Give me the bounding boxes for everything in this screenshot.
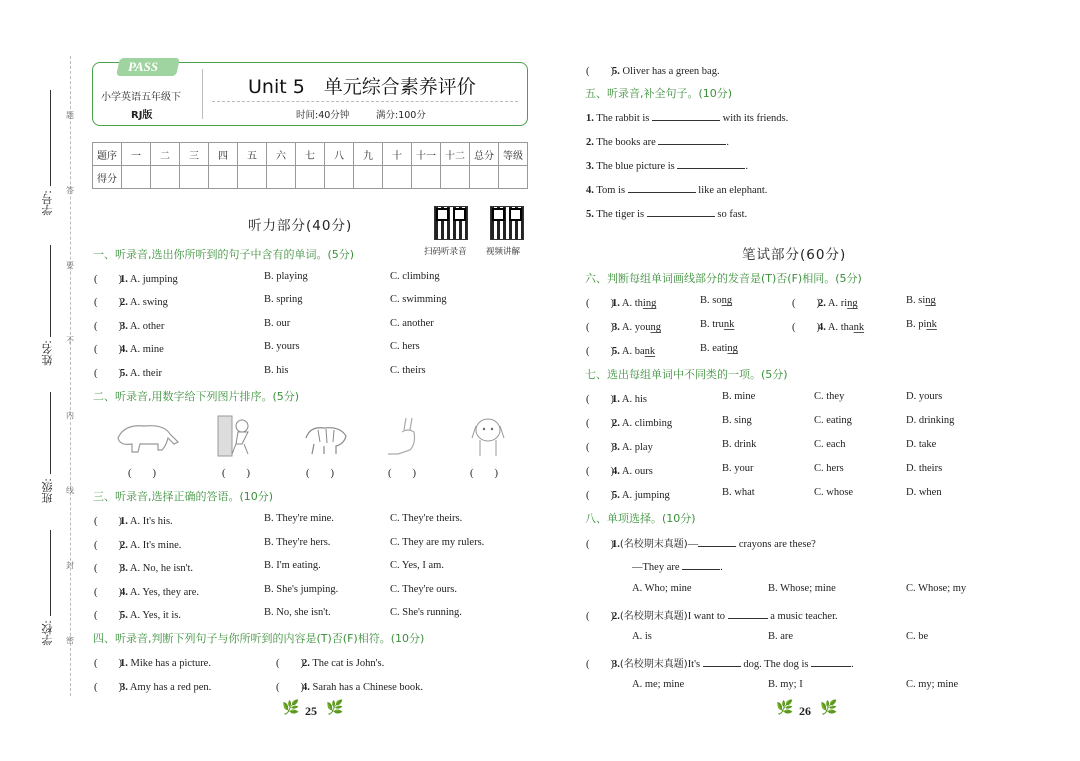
margin-char: 密 (66, 636, 74, 645)
name-line (50, 245, 51, 337)
option-c[interactable]: C. be (906, 631, 929, 642)
answer-blank[interactable] (658, 134, 726, 145)
plant-decoration-icon: 🌿 (326, 700, 344, 716)
word-a-underlined: nk (644, 346, 656, 357)
option-b[interactable]: B. yours (264, 341, 300, 352)
q-num: 2. (612, 418, 620, 429)
word-a-underlined: ng (847, 298, 858, 309)
sentence-start: The tiger is (596, 209, 645, 220)
word-b-underlined: nk (723, 319, 735, 330)
order-blank[interactable]: ( ) (128, 468, 156, 479)
score-table (92, 142, 528, 189)
margin-char: 封 (66, 561, 74, 570)
tiger-picture (300, 418, 352, 458)
score-header: 三 (180, 143, 209, 166)
margin-char: 答 (66, 186, 74, 195)
option-a[interactable]: A. swing (129, 297, 168, 308)
score-row-label: 得分 (93, 166, 122, 189)
title-divider (212, 101, 518, 102)
answer-blank[interactable] (811, 656, 851, 667)
option-b[interactable]: B. sing (722, 415, 752, 426)
score-cell[interactable] (296, 166, 325, 189)
option-b[interactable]: B. spring (264, 294, 303, 305)
section-4-title: 四、听录音,判断下列句子与你所听到的内容是(T)否(F)相符。(10分) (93, 632, 425, 645)
option-b[interactable]: B. my; I (768, 679, 803, 690)
option-c[interactable]: C. They are my rulers. (390, 537, 485, 548)
qr-audio-label: 扫码听录音 (424, 247, 467, 257)
option-a[interactable]: A. other (129, 321, 165, 332)
question-text: dog. The dog is (743, 659, 809, 670)
answer-blank[interactable] (682, 559, 720, 570)
score-header: 题序 (93, 143, 122, 166)
q-num: 1. (120, 516, 128, 527)
q-num: 2. (612, 611, 620, 622)
q-num: 1. (612, 394, 620, 405)
score-cell[interactable] (441, 166, 470, 189)
question-text: a music teacher. (770, 611, 838, 622)
plant-decoration-icon: 🌿 (282, 700, 300, 716)
score-header: 八 (325, 143, 354, 166)
option-a[interactable]: A. Yes, it is. (129, 610, 181, 621)
qr-video-label: 视频讲解 (486, 247, 521, 257)
option-b[interactable]: B. what (722, 487, 755, 498)
word-b-underlined: ng (721, 295, 733, 306)
answer-blank[interactable] (728, 608, 768, 619)
word-a-underlined: ing (642, 298, 657, 309)
margin-char: 要 (66, 261, 74, 270)
option-d[interactable]: D. when (906, 487, 942, 498)
score-header: 一 (122, 143, 151, 166)
sentence-start: The rabbit is (596, 113, 650, 124)
word-b-stem: B. si (906, 295, 926, 306)
sentence-end: . (745, 161, 748, 172)
option-b[interactable]: B. They're mine. (264, 513, 334, 524)
answer-blank[interactable] (703, 656, 741, 667)
option-b[interactable]: B. playing (264, 271, 308, 282)
score-cell[interactable] (325, 166, 354, 189)
option-c[interactable]: C. They're ours. (390, 584, 458, 595)
qr-code-audio[interactable] (434, 206, 468, 240)
section-7-title: 七、选出每组单词中不同类的一项。(5分) (585, 368, 788, 381)
statement: Amy has a red pen. (129, 682, 212, 693)
option-c[interactable]: C. whose (814, 487, 854, 498)
listening-title: 听力部分(40分) (248, 218, 353, 234)
word-b-stem: B. tru (700, 319, 724, 330)
score-header: 二 (151, 143, 180, 166)
option-a[interactable]: A. It's his. (129, 516, 173, 527)
q-num: 1. (120, 274, 128, 285)
rabbit-picture (382, 414, 428, 460)
section-6-title: 六、判断每组单词画线部分的发音是(T)否(F)相同。(5分) (585, 272, 862, 285)
q-num: 4. (818, 322, 826, 333)
answer-blank[interactable] (677, 158, 745, 169)
school-label: 学校: (41, 620, 54, 646)
qr-code-video[interactable] (490, 206, 524, 240)
page-number: 25 (305, 704, 317, 718)
option-d[interactable]: D. theirs (906, 463, 943, 474)
q-num: 3. (612, 322, 620, 333)
margin-char: 题 (66, 111, 74, 120)
option-a[interactable]: A. is (632, 631, 652, 642)
option-c[interactable]: C. another (390, 318, 434, 329)
word-b-stem: B. eati (700, 343, 728, 354)
answer-blank[interactable] (628, 182, 696, 193)
q-num: 3. (120, 682, 128, 693)
word-b-stem: B. so (700, 295, 722, 306)
option-b[interactable]: B. mine (722, 391, 756, 402)
option-c[interactable]: C. Yes, I am. (390, 560, 444, 571)
q-num: 5. (586, 209, 594, 220)
margin-char: 内 (66, 411, 74, 420)
question-text: It's (687, 659, 701, 670)
question-text: —They are (632, 562, 680, 573)
school-line (50, 530, 51, 616)
score-header: 七 (296, 143, 325, 166)
puppy-picture (468, 414, 508, 462)
margin-char: 不 (66, 336, 74, 345)
q-num: 5. (612, 346, 620, 357)
sentence-start: The blue picture is (596, 161, 675, 172)
sentence-start: The books are (596, 137, 656, 148)
q-num: 2. (818, 298, 826, 309)
q-num: 2. (120, 297, 128, 308)
option-c[interactable]: C. each (814, 439, 846, 450)
word-b-stem: B. pi (906, 319, 927, 330)
plant-decoration-icon: 🌿 (820, 700, 838, 716)
brand-logo: PASS (128, 59, 159, 74)
statement: Oliver has a green bag. (622, 66, 720, 77)
name-label: 姓名: (41, 340, 54, 366)
score-cell[interactable] (354, 166, 383, 189)
q-num: 3. (612, 442, 620, 453)
option-c[interactable]: C. hers (390, 341, 420, 352)
elephant-picture (110, 416, 182, 456)
question-text: crayons are these? (738, 539, 816, 550)
sentence-end: . (726, 137, 730, 148)
section-2-title: 二、听录音,用数字给下列图片排序。(5分) (93, 390, 300, 403)
score-cell[interactable] (151, 166, 180, 189)
written-title: 笔试部分(60分) (742, 247, 847, 263)
option-a[interactable]: A. me; mine (632, 679, 685, 690)
option-c[interactable]: C. hers (814, 463, 844, 474)
option-a[interactable]: A. their (129, 368, 162, 379)
option-c[interactable]: C. swimming (390, 294, 447, 305)
edition-label: RJ版 (131, 110, 153, 121)
q-num: 1. (612, 539, 620, 550)
monkey-on-tree-picture (216, 410, 260, 460)
q-num: 5. (612, 66, 620, 77)
sentence-end: like an elephant. (698, 185, 768, 196)
statement: Sarah has a Chinese book. (312, 682, 424, 693)
q-num: 3. (586, 161, 594, 172)
option-a[interactable]: A. Yes, they are. (129, 587, 200, 598)
margin-char: 线 (66, 486, 74, 495)
student-number-label: 学号: (41, 190, 54, 216)
word-a-underlined: ng (650, 322, 662, 333)
option-a[interactable]: A. jumping (129, 274, 178, 285)
option-a[interactable]: A. play (621, 442, 653, 453)
q-num: 5. (120, 368, 128, 379)
q-num: 5. (120, 610, 128, 621)
source-tag: (名校期末真题) (619, 539, 688, 550)
option-b[interactable]: B. your (722, 463, 754, 474)
sentence-start: Tom is (596, 185, 626, 196)
option-c[interactable]: C. theirs (390, 365, 426, 376)
word-b-underlined: ng (727, 343, 738, 354)
question-text: I want to (687, 611, 726, 622)
grade-label: 小学英语五年级下 (101, 92, 181, 103)
option-a[interactable]: A. mine (129, 344, 164, 355)
score-cell[interactable] (499, 166, 528, 189)
q-num: 2. (586, 137, 594, 148)
section-3-title: 三、听录音,选择正确的答语。(10分) (93, 490, 274, 503)
q-num: 3. (612, 659, 620, 670)
class-line (50, 392, 51, 474)
option-b[interactable]: B. Whose; mine (768, 583, 836, 594)
q-num: 1. (612, 298, 620, 309)
question-text: — (687, 539, 699, 550)
sentence-end: with its friends. (722, 113, 789, 124)
word-a-underlined: nk (853, 322, 865, 333)
score-cell[interactable] (470, 166, 499, 189)
word-b-underlined: nk (926, 319, 937, 330)
page-number: 26 (799, 704, 811, 718)
option-b[interactable]: B. drink (722, 439, 757, 450)
statement: Mike has a picture. (130, 658, 211, 669)
word-a-stem: A. tha (827, 322, 854, 333)
q-num: 4. (120, 344, 128, 355)
option-c[interactable]: C. eating (814, 415, 852, 426)
word-a-stem: A. you (621, 322, 651, 333)
score-cell[interactable] (383, 166, 412, 189)
page-title: Unit 5 单元综合素养评价 (248, 76, 476, 98)
word-a-stem: A. ri (827, 298, 848, 309)
q-num: 4. (612, 466, 620, 477)
q-num: 4. (586, 185, 594, 196)
statement: The cat is John's. (312, 658, 385, 669)
option-a[interactable]: A. jumping (621, 490, 670, 501)
source-tag: (名校期末真题) (619, 611, 688, 622)
q-num: 1. (586, 113, 594, 124)
option-b[interactable]: B. I'm eating. (264, 560, 321, 571)
option-c[interactable]: C. Whose; my (906, 583, 967, 594)
option-b[interactable]: B. They're hers. (264, 537, 331, 548)
score-header: 六 (267, 143, 296, 166)
option-d[interactable]: D. yours (906, 391, 943, 402)
score-header: 十二 (441, 143, 470, 166)
order-blank[interactable]: ( ) (306, 468, 334, 479)
score-header: 等级 (499, 143, 528, 166)
score-cell[interactable] (180, 166, 209, 189)
option-b[interactable]: B. She's jumping. (264, 584, 339, 595)
option-a[interactable]: A. No, he isn't. (129, 563, 194, 574)
order-blank[interactable]: ( ) (388, 468, 416, 479)
score-header: 四 (209, 143, 238, 166)
option-b[interactable]: B. his (264, 365, 289, 376)
option-c[interactable]: C. She's running. (390, 607, 462, 618)
time-limit: 时间:40分钟 (296, 110, 350, 121)
q-num: 4. (120, 587, 128, 598)
score-header: 十 (383, 143, 412, 166)
class-label: 班级: (41, 478, 54, 504)
option-c[interactable]: C. my; mine (906, 679, 959, 690)
option-b[interactable]: B. are (768, 631, 794, 642)
answer-blank[interactable] (698, 536, 736, 547)
q-num: 2. (120, 540, 128, 551)
word-b-underlined: ng (925, 295, 936, 306)
q-num: 3. (120, 563, 128, 574)
option-b[interactable]: B. our (264, 318, 291, 329)
section-1-title: 一、听录音,选出你所听到的句子中含有的单词。(5分) (93, 248, 355, 261)
score-header: 五 (238, 143, 267, 166)
q-num: 3. (120, 321, 128, 332)
option-b[interactable]: B. No, she isn't. (264, 607, 331, 618)
score-cell[interactable] (238, 166, 267, 189)
answer-blank[interactable] (647, 206, 715, 217)
word-a-stem: A. ba (621, 346, 645, 357)
option-d[interactable]: D. drinking (906, 415, 955, 426)
section-8-title: 八、单项选择。(10分) (585, 512, 696, 525)
order-blank[interactable]: ( ) (470, 468, 498, 479)
source-tag: (名校期末真题) (619, 659, 688, 670)
q-num: 1. (120, 658, 128, 669)
option-a[interactable]: A. ours (621, 466, 653, 477)
student-number-line (50, 90, 51, 186)
option-a[interactable]: A. It's mine. (129, 540, 182, 551)
q-num: 2. (302, 658, 310, 669)
option-d[interactable]: D. take (906, 439, 937, 450)
option-a[interactable]: A. Who; mine (632, 583, 692, 594)
score-cell[interactable] (412, 166, 441, 189)
sentence-end: so fast. (717, 209, 748, 220)
binding-dashed-line (70, 56, 71, 696)
full-score: 满分:100分 (376, 110, 426, 121)
score-header: 十一 (412, 143, 441, 166)
score-header: 九 (354, 143, 383, 166)
score-header: 总分 (470, 143, 499, 166)
section-5-title: 五、听录音,补全句子。(10分) (585, 87, 733, 100)
option-c[interactable]: C. they (814, 391, 845, 402)
word-a-stem: A. th (621, 298, 643, 309)
option-c[interactable]: C. They're theirs. (390, 513, 463, 524)
option-c[interactable]: C. climbing (390, 271, 440, 282)
option-a[interactable]: A. climbing (621, 418, 673, 429)
q-num: 5. (612, 490, 620, 501)
score-cell[interactable] (122, 166, 151, 189)
answer-blank[interactable] (652, 110, 720, 121)
plant-decoration-icon: 🌿 (776, 700, 794, 716)
q-num: 4. (302, 682, 310, 693)
score-cell[interactable] (209, 166, 238, 189)
score-cell[interactable] (267, 166, 296, 189)
option-a[interactable]: A. his (621, 394, 648, 405)
order-blank[interactable]: ( ) (222, 468, 250, 479)
